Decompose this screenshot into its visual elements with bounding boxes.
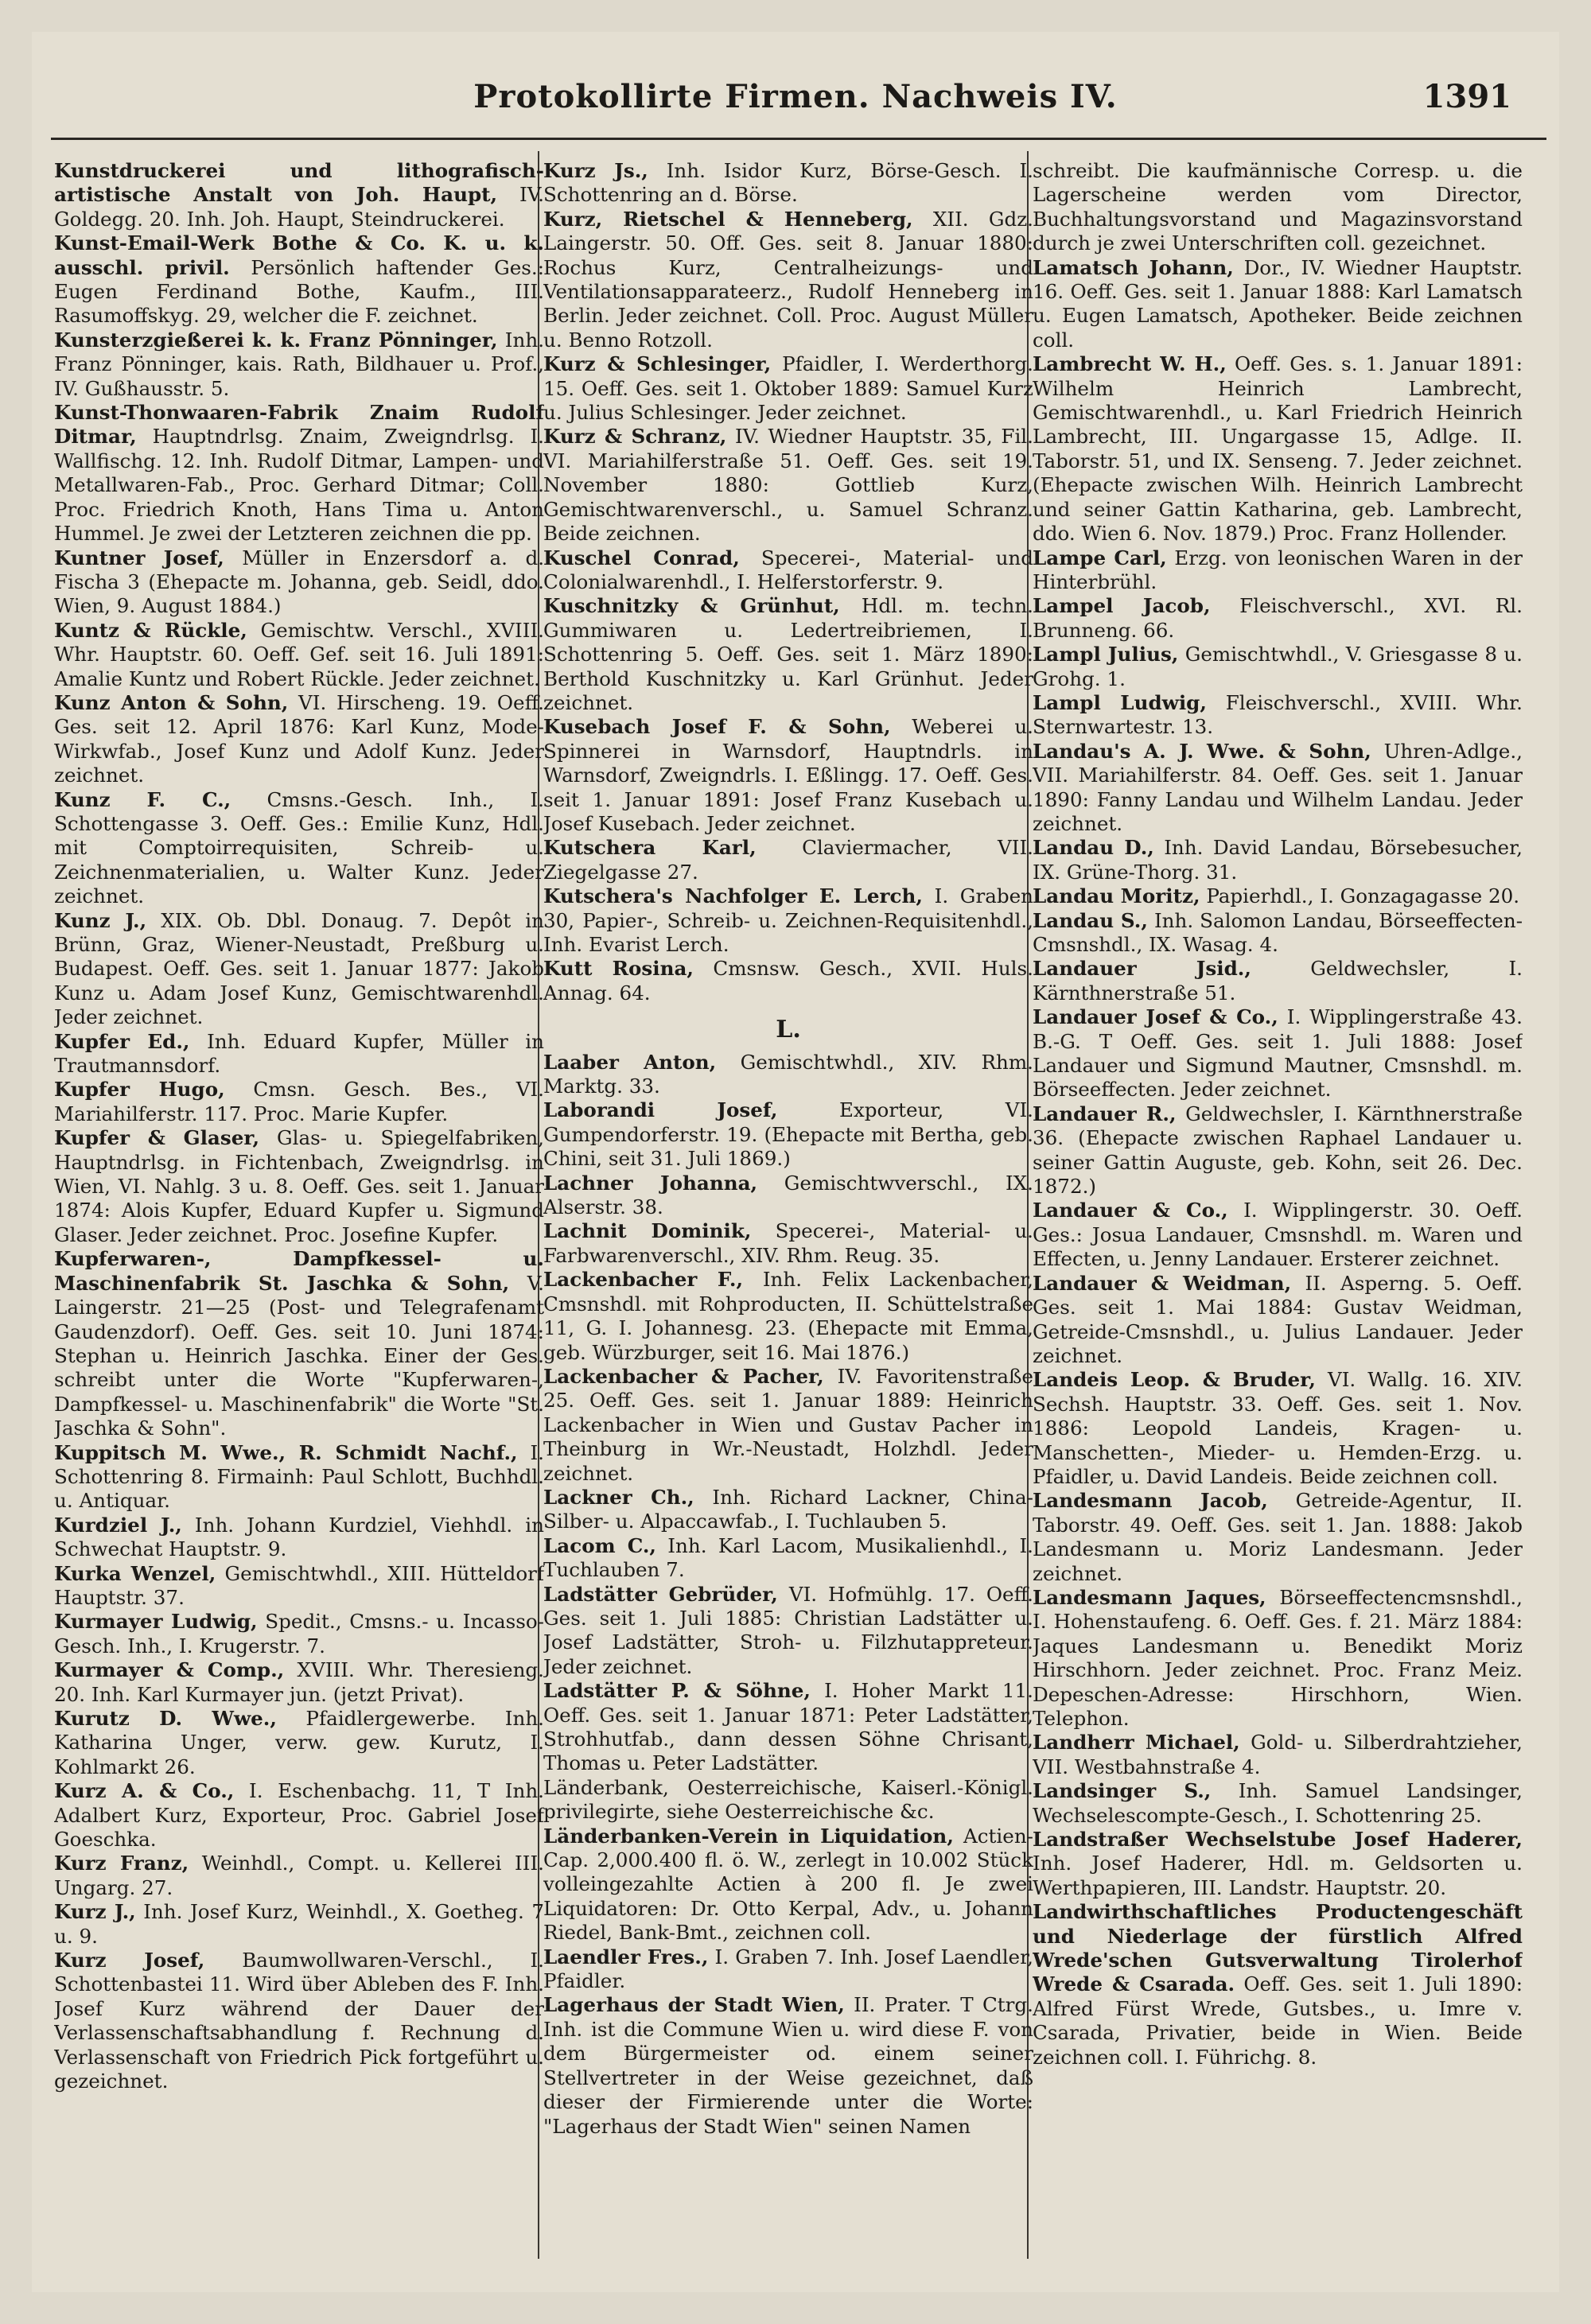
firm-name: Kurutz D. Wwe., <box>54 1707 277 1730</box>
firm-details: Uhren-Adlge., VII. Mariahilferstr. 84. Oeff. Ges. seit 1. Januar 1890: Fanny Landau und Wilhelm Landau. Jeder zeichnet. <box>1033 739 1523 835</box>
firm-details: Hdl. m. techn. Gummiwaren u. Ledertreibriemen, I. Schottenring 5. Oeff. Ges. seit 1. März 1890: Berthold Kuschnitzky u. Karl Grünhut. Jeder zeichnet. <box>543 594 1033 714</box>
directory-entry <box>543 1945 1033 1994</box>
firm-details: Weinhdl., Compt. u. Kellerei III. Ungarg. 27. <box>54 1852 544 1899</box>
firm-name: Kunstdruckerei und lithografisch-artistische Anstalt von Joh. Haupt, <box>54 159 544 207</box>
firm-name: Laborandi Josef, <box>543 1098 778 1122</box>
directory-entry <box>54 401 544 546</box>
firm-name: Kupfer Hugo, <box>54 1078 225 1102</box>
directory-entry <box>543 1776 1033 1825</box>
directory-entry <box>543 594 1033 715</box>
firm-name: Landauer R., <box>1033 1102 1177 1125</box>
firm-details: II. Asperng. 5. Oeff. Ges. seit 1. Mai 1884: Gustav Weidman, Getreide-Cmsnshdl., u. Julius Landauer. Jeder zeichnet. <box>1033 1271 1523 1367</box>
directory-entry <box>543 159 1033 208</box>
firm-details: Getreide-Agentur, II. Taborstr. 49. Oeff. Ges. seit 1. Jan. 1888: Jakob Landesmann u. Moriz Landesmann. Jeder zeichnet. <box>1033 1489 1523 1585</box>
firm-details: Baumwollwaren-Verschl., I. Schottenbastei 11. Wird über Ableben des F. Inh. Josef Kurz während der Dauer der Verlassenschaftsabhandlung f. Rechnung d. Verlassenschaft von Friedrich Pick fortgeführt u. gezeichnet. <box>54 1949 544 2093</box>
firm-details: Hauptndrlsg. Znaim, Zweigndrlsg. I. Wallfischg. 12. Inh. Rudolf Ditmar, Lampen- und Metallwaren-Fab., Proc. Gerhard Ditmar; Coll. Proc. Friedrich Knoth, Hans Tima u. Anton Hummel. Je zwei der Letzteren zeichnen die pp. <box>54 425 544 546</box>
firm-name: Landauer & Co., <box>1033 1199 1228 1222</box>
directory-entry <box>54 1779 544 1852</box>
firm-details: Oeff. Ges. seit 1. Juli 1890: Alfred Fürst Wrede, Gutsbes., u. Imre v. Csarada, Privatier, beide in Wien. Beide zeichnen coll. I. Führichg. 8. <box>1033 1972 1523 2069</box>
firm-name: Landau Moritz, <box>1033 884 1200 908</box>
firm-details: Müller in Enzersdorf a. d. Fischa 3 (Ehepacte m. Johanna, geb. Seidl, ddo. Wien, 9. August 1884.) <box>54 546 544 618</box>
firm-name: Landstraßer Wechselstube Josef Haderer, <box>1033 1828 1523 1852</box>
firm-details: Specerei-, Material- und Colonialwarenhdl., I. Helferstorferstr. 9. <box>543 546 1033 593</box>
directory-entry <box>543 715 1033 836</box>
directory-entry <box>1033 1102 1523 1199</box>
firm-name: Lackenbacher F., <box>543 1268 744 1292</box>
text-column-2 <box>543 159 1033 2259</box>
firm-details: Inh. Salomon Landau, Börseeffecten-Cmsnshdl., IX. Wasag. 4. <box>1033 908 1523 956</box>
directory-entry <box>543 1172 1033 1220</box>
firm-name: Kupfer & Glaser, <box>54 1126 260 1150</box>
firm-name: Kusebach Josef F. & Sohn, <box>543 715 891 739</box>
firm-name: Landauer Josef & Co., <box>1033 1005 1278 1029</box>
directory-entry <box>543 425 1033 546</box>
firm-name: Kurmayer Ludwig, <box>54 1610 258 1634</box>
firm-details: Inh. Franz Pönninger, kais. Rath, Bildhauer u. Prof., IV. Gußhausstr. 5. <box>54 328 544 400</box>
firm-name: Lacom C., <box>543 1533 656 1557</box>
directory-entry <box>543 208 1033 352</box>
firm-name: Kuntner Josef, <box>54 546 224 569</box>
firm-name: Lambrecht W. H., <box>1033 352 1227 376</box>
firm-name: Landesmann Jacob, <box>1033 1489 1268 1513</box>
firm-details: XVIII. Whr. Theresieng. 20. Inh. Karl Kurmayer jun. (jetzt Privat). <box>54 1658 544 1706</box>
section-letter: L. <box>776 1016 801 1044</box>
directory-entry <box>543 1583 1033 1680</box>
directory-entry <box>543 1268 1033 1365</box>
firm-name: Kurz, Rietschel & Henneberg, <box>543 207 913 231</box>
firm-details: I. Eschenbachg. 11, T Inh. Adalbert Kurz, Exporteur, Proc. Gabriel Josef Goeschka. <box>54 1779 544 1852</box>
firm-details: Inh. Samuel Landsinger, Wechselescompte-Gesch., I. Schottenring 25. <box>1033 1779 1523 1827</box>
firm-details: IV. Goldegg. 20. Inh. Joh. Haupt, Steindruckerei. <box>54 183 544 231</box>
firm-name: Kurdziel J., <box>54 1513 182 1537</box>
firm-details: VI. Wallg. 16. XIV. Sechsh. Hauptstr. 33. Oeff. Ges. seit 1. Nov. 1886: Leopold Landeis, Kragen- u. Manschetten-, Mieder- u. Hemden-Erzg. u. Pfaidler, u. David Landeis. Beide zeichnen coll. <box>1033 1368 1523 1488</box>
directory-entry <box>1033 352 1523 546</box>
directory-entry <box>1033 1489 1523 1586</box>
firm-details: Dor., IV. Wiedner Hauptstr. 16. Oeff. Ges. seit 1. Januar 1888: Karl Lamatsch u. Eugen Lamatsch, Apotheker. Beide zeichnen coll. <box>1033 255 1523 352</box>
firm-details: Spedit., Cmsns.- u. Incasso-Gesch. Inh., I. Krugerstr. 7. <box>54 1610 544 1658</box>
firm-details: Erzg. von leonischen Waren in der Hinterbrühl. <box>1033 546 1523 593</box>
firm-name: Ladstätter Gebrüder, <box>543 1582 778 1606</box>
firm-details: Pfaidlergewerbe. Inh. Katharina Unger, verw. gew. Kurutz, I. Kohlmarkt 26. <box>54 1707 544 1778</box>
directory-entry <box>543 1051 1033 1099</box>
directory-entry <box>54 1949 544 2093</box>
firm-details: Gemischtwhdl., V. Griesgasse 8 u. Grohg. 1. <box>1033 643 1523 690</box>
text-column-3 <box>1033 159 1523 2259</box>
firm-details: Fleischverschl., XVIII. Whr. Sternwartestr. 13. <box>1033 690 1523 739</box>
firm-name: Kurz J., <box>54 1900 136 1924</box>
firm-name: Kunz Anton & Sohn, <box>54 690 289 714</box>
firm-name: Kurmayer & Comp., <box>54 1658 285 1682</box>
firm-name: Kutschera Karl, <box>543 836 757 860</box>
directory-entry <box>54 1562 544 1611</box>
firm-details: VI. Hofmühlg. 17. Oeff. Ges. seit 1. Juli 1885: Christian Ladstätter u. Josef Ladstätter, Stroh- u. Filzhutappreteur. Jeder zeichnet. <box>543 1582 1033 1678</box>
directory-entry <box>54 1707 544 1779</box>
text-column-1 <box>54 159 544 2259</box>
directory-entry <box>543 1098 1033 1171</box>
directory-entry <box>54 909 544 1030</box>
firm-details: Papierhdl., I. Gonzagagasse 20. <box>1206 884 1520 908</box>
directory-entry <box>1033 691 1523 740</box>
directory-entry <box>543 546 1033 595</box>
firm-name: Lackenbacher & Pacher, <box>543 1364 824 1388</box>
firm-name: Kuppitsch M. Wwe., R. Schmidt Nachf., <box>54 1440 518 1464</box>
directory-entry <box>1033 159 1523 256</box>
firm-details: Inh. Isidor Kurz, Börse-Gesch. I. Schottenring an d. Börse. <box>543 159 1033 207</box>
firm-name: Lamatsch Johann, <box>1033 255 1234 279</box>
firm-name: Länderbanken-Verein in Liquidation, <box>543 1824 954 1848</box>
firm-details: I. Wipplingerstraße 43. B.-G. T Oeff. Ges. seit 1. Juli 1888: Josef Landauer und Sigmund Mautner, Cmsnshdl. m. Börseeffecten. Jeder zeichnet. <box>1033 1005 1523 1102</box>
firm-details: Claviermacher, VII. Ziegelgasse 27. <box>543 836 1033 884</box>
firm-name: Lampl Ludwig, <box>1033 690 1207 714</box>
firm-details: Cmsns.-Gesch. Inh., I. Schottengasse 3. Oeff. Ges.: Emilie Kunz, Hdl. mit Comptoirrequisiten, Schreib- u. Zeichnenmaterialien, u. Walter Kunz. Jeder zeichnet. <box>54 787 544 908</box>
firm-name: Landherr Michael, <box>1033 1731 1240 1755</box>
firm-details: Gold- u. Silberdrahtzieher, VII. Westbahnstraße 4. <box>1033 1731 1523 1778</box>
firm-name: Kutschera's Nachfolger E. Lerch, <box>543 884 923 908</box>
directory-entry <box>54 1852 544 1900</box>
firm-details: I. Schottenring 8. Firmainh: Paul Schlott, Buchhdl. u. Antiquar. <box>54 1440 544 1513</box>
directory-entry <box>1033 594 1523 643</box>
firm-name: Laaber Anton, <box>543 1050 717 1074</box>
firm-details: I. Wipplingerstr. 30. Oeff. Ges.: Josua Landauer, Cmsnshdl. m. Waren und Effecten, u. Jenny Landauer. Ersterer zeichnet. <box>1033 1199 1523 1271</box>
directory-entry <box>1033 1586 1523 1731</box>
firm-details: Actien-Cap. 2,000.400 fl. ö. W., zerlegt in 10.002 Stück vollеingezahlte Actien à 200 fl. Je zwei Liquidatoren: Dr. Otto Kerpal, Adv., u. Johann Riedel, Bank-Bmt., zeichnen coll. <box>543 1824 1033 1945</box>
directory-entry <box>1033 1272 1523 1369</box>
firm-details: IV. Favoritenstraße 25. Oeff. Ges. seit 1. Januar 1889: Heinrich Lackenbacher in Wien und Gustav Pacher in Theinburg in Wr.-Neustadt, Holzhdl. Jeder zeichnet. <box>543 1364 1033 1485</box>
directory-entry <box>54 1247 544 1440</box>
directory-entry <box>543 1679 1033 1776</box>
firm-details: Gemischtwverschl., IX. Alserstr. 38. <box>543 1171 1033 1219</box>
firm-details: Inh. Richard Lackner, China-Silber- u. Alpaccawfab., I. Tuchlauben 5. <box>543 1485 1033 1533</box>
firm-details: Exporteur, VI. Gumpendorferstr. 19. (Ehepacte mit Bertha, geb. Chini, seit 31. Juli 1869.) <box>543 1098 1033 1171</box>
directory-entry <box>54 328 544 401</box>
directory-entry <box>1033 546 1523 595</box>
firm-details: I. Graben 30, Papier-, Schreib- u. Zeichnen-Requisitenhdl., Inh. Evarist Lerch. <box>543 884 1033 956</box>
directory-entry <box>543 1534 1033 1583</box>
firm-details: Glas- u. Spiegelfabriken, Hauptndrlsg. in Fichtenbach, Zweigndrlsg. in Wien, VI. Nahlg. 3 u. 8. Oeff. Ges. seit 1. Januar 1874: Alois Kupfer, Eduard Kupfer u. Sigmund Glaser. Jeder zeichnet. Proc. Josefine Kupfer. <box>54 1126 544 1246</box>
directory-entry <box>543 1365 1033 1486</box>
directory-entry <box>1033 1779 1523 1828</box>
directory-entry <box>543 1993 1033 2138</box>
firm-details: schreibt. Die kaufmännische Corresp. u. die Lagerscheine werden vom Director, Buchhaltungsvorstand und Magazinsvorstand durch je zwei Unterschriften coll. gezeichnet. <box>1033 159 1523 255</box>
directory-entry <box>1033 1368 1523 1489</box>
directory-entry <box>1033 884 1523 908</box>
firm-name: Kunz F. C., <box>54 787 231 811</box>
firm-name: Landsinger S., <box>1033 1779 1212 1803</box>
directory-entry <box>1033 740 1523 837</box>
firm-name: Lachnit Dominik, <box>543 1219 752 1243</box>
directory-entry <box>1033 1199 1523 1271</box>
directory-entry <box>543 836 1033 884</box>
directory-entry <box>54 1658 544 1707</box>
firm-name: Kunsterzgießerei k. k. Franz Pönninger, <box>54 328 498 352</box>
directory-entry <box>54 1030 544 1078</box>
firm-name: Lampe Carl, <box>1033 546 1167 569</box>
directory-entry <box>54 546 544 619</box>
firm-name: Kuschnitzky & Grünhut, <box>543 594 840 618</box>
directory-entry <box>54 788 544 909</box>
directory-entry <box>1033 643 1523 691</box>
firm-name: Kunst-Email-Werk Bothe & Co. K. u. k. ausschl. privil. <box>54 231 544 279</box>
firm-name: Kurz Js., <box>543 159 648 182</box>
header-rule <box>51 138 1546 140</box>
directory-entry <box>54 1610 544 1658</box>
directory-entry <box>54 1126 544 1247</box>
firm-details: XII. Gdz. Laingerstr. 50. Off. Ges. seit 8. Januar 1880: Rochus Kurz, Centralheizungs- und Ventilationsapparateerz., Rudolf Henneberg in Berlin. Jeder zeichnet. Coll. Proc. August Müller u. Benno Rotzoll. <box>543 207 1033 352</box>
firm-details: Oeff. Ges. s. 1. Januar 1891: Wilhelm Heinrich Lambrecht, Gemischtwarenhdl., u. Karl Friedrich Heinrich Lambrecht, III. Ungargasse 15, Adlge. II. Taborstr. 51, und IX. Senseng. 7. Jeder zeichnet. (Ehepacte zwischen Wilh. Heinrich Lambrecht und seiner Gattin Katharina, geb. Lambrecht, ddo. Wien 6. Nov. 1879.) Proc. Franz Hollender. <box>1033 352 1523 546</box>
firm-details: Pfaidler, I. Werderthorg. 15. Oeff. Ges. seit 1. Oktober 1889: Samuel Kurz u. Julius Schlesinger. Jeder zeichnet. <box>543 352 1033 425</box>
firm-name: Laendler Fres., <box>543 1945 709 1968</box>
firm-details: IV. Wiedner Hauptstr. 35, Fil. VI. Mariahilferstraße 51. Oeff. Ges. seit 19. November 1880: Gottlieb Kurz, Gemischtwarenverschl., u. Samuel Schranz. Beide zeichnen. <box>543 425 1033 546</box>
firm-details: I. Hoher Markt 11. Oeff. Ges. seit 1. Januar 1871: Peter Ladstätter, Strohhutfab., dann dessen Söhne Chrisant, Thomas u. Peter Ladstätter. <box>543 1679 1033 1775</box>
page-header <box>32 78 1559 134</box>
document-page <box>32 32 1559 2292</box>
firm-name: Kurz A. & Co., <box>54 1779 235 1803</box>
firm-name: Kunst-Thonwaaren-Fabrik Znaim Rudolf Ditmar, <box>54 401 544 449</box>
firm-details: Fleischverschl., XVI. Rl. Brunneng. 66. <box>1033 594 1523 642</box>
firm-details: Gemischtwhdl., XIV. Rhm. Marktg. 33. <box>543 1050 1033 1098</box>
firm-details: Länderbank, Oesterreichische, Kaiserl.-Königl. privilegirte, siehe Oesterreichische &c. <box>543 1775 1033 1824</box>
firm-name: Lagerhaus der Stadt Wien, <box>543 1993 845 2017</box>
firm-details: Gemischtw. Verschl., XVIII. Whr. Hauptstr. 60. Oeff. Gef. seit 16. Juli 1891: Amalie Kuntz und Robert Rückle. Jeder zeichnet. <box>54 618 544 690</box>
directory-entry <box>543 1825 1033 1945</box>
page-number: 1391 <box>1422 78 1511 115</box>
directory-entry <box>54 691 544 788</box>
firm-details: Gemischtwhdl., XIII. Hütteldorf Hauptstr. 37. <box>54 1561 544 1609</box>
firm-name: Kutt Rosina, <box>543 957 694 981</box>
firm-details: I. Graben 7. Inh. Josef Laendler, Pfaidler. <box>543 1945 1033 1993</box>
directory-entry <box>54 1900 544 1949</box>
directory-entry <box>54 1514 544 1562</box>
directory-entry <box>1033 957 1523 1005</box>
firm-name: Landau S., <box>1033 908 1148 932</box>
firm-name: Lackner Ch., <box>543 1485 694 1509</box>
firm-details: Inh. Karl Lacom, Musikalienhdl., I. Tuchlauben 7. <box>543 1533 1033 1582</box>
firm-details: Inh. Johann Kurdziel, Viehhdl. in Schwechat Hauptstr. 9. <box>54 1513 544 1561</box>
directory-entry <box>54 231 544 328</box>
directory-entry <box>1033 836 1523 884</box>
directory-entry <box>54 619 544 691</box>
firm-details: Börseeffectencmsnshdl., I. Hohenstaufeng. 6. Oeff. Ges. f. 21. März 1884: Jaques Landesmann u. Benedikt Moriz Hirschhorn. Jeder zeichnet. Proc. Franz Meiz. Depeschen-Adresse: Hirschhorn, Wien. Telephon. <box>1033 1585 1523 1730</box>
firm-details: VI. Hirscheng. 19. Oeff. Ges. seit 12. April 1876: Karl Kunz, Mode-Wirkwfab., Josef Kunz und Adolf Kunz. Jeder zeichnet. <box>54 690 544 787</box>
firm-name: Landauer & Weidman, <box>1033 1271 1292 1295</box>
firm-details: Inh. Josef Haderer, Hdl. m. Geldsorten u. Werthpapieren, III. Landstr. Hauptstr. 20. <box>1033 1852 1523 1899</box>
firm-name: Landau's A. J. Wwe. & Sohn, <box>1033 739 1371 763</box>
firm-details: V. Laingerstr. 21—25 (Post- und Telegrafenamt Gaudenzdorf). Oeff. Ges. seit 10. Juni 1874: Stephan u. Heinrich Jaschka. Einer der Ges. schreibt unter die Worte "Kupferwaren-, Dampfkessel- u. Maschinenfabrik" die Worte "St. Jaschka & Sohn". <box>54 1271 544 1440</box>
directory-entry <box>543 1486 1033 1534</box>
firm-details: Geldwechsler, I. Kärnthnerstraße 51. <box>1033 957 1523 1005</box>
directory-entry <box>543 352 1033 425</box>
directory-entry <box>54 1441 544 1514</box>
directory-entry <box>1033 1005 1523 1102</box>
firm-name: Kurz & Schranz, <box>543 425 727 449</box>
firm-name: Lampel Jacob, <box>1033 594 1211 618</box>
firm-details: Persönlich haftender Ges.: Eugen Ferdinand Bothe, Kaufm., III. Rasumoffskyg. 29, welcher die F. zeichnet. <box>54 255 544 328</box>
firm-details: Geldwechsler, I. Kärnthnerstraße 36. (Ehepacte zwischen Raphael Landauer u. seiner Gattin Auguste, geb. Kohn, seit 26. Dec. 1872.) <box>1033 1102 1523 1199</box>
directory-entry <box>54 1078 544 1126</box>
directory-entry <box>543 884 1033 957</box>
firm-name: Landau D., <box>1033 836 1154 860</box>
directory-entry <box>1033 1828 1523 1900</box>
firm-name: Landwirthschaftliches Productengeschäft und Niederlage der fürstlich Alfred Wrede'schen Gutsverwaltung Tirolerhof Wrede & Csarada. <box>1033 1900 1523 1996</box>
directory-entry <box>543 1219 1033 1268</box>
firm-name: Kurz Franz, <box>54 1852 189 1875</box>
firm-name: Landesmann Jaques, <box>1033 1585 1266 1609</box>
firm-name: Landeis Leop. & Bruder, <box>1033 1368 1316 1392</box>
firm-name: Kupferwaren-, Dampfkessel- u. Maschinenfabrik St. Jaschka & Sohn, <box>54 1247 544 1295</box>
firm-name: Kuntz & Rückle, <box>54 618 247 642</box>
firm-details: Inh. Felix Lackenbacher, Cmsnshdl. mit Rohproducten, II. Schüttelstraße 11, G. I. Johannesg. 23. (Ehepacte mit Emma, geb. Würzburger, seit 16. Mai 1876.) <box>543 1268 1033 1364</box>
firm-name: Ladstätter P. & Söhne, <box>543 1679 811 1703</box>
firm-name: Kurz & Schlesinger, <box>543 352 772 376</box>
directory-entry <box>1033 1900 1523 2069</box>
firm-name: Kunz J., <box>54 908 147 932</box>
directory-entry <box>1033 256 1523 353</box>
firm-name: Kuschel Conrad, <box>543 546 740 569</box>
firm-details: Inh. Josef Kurz, Weinhdl., X. Goetheg. 7 u. 9. <box>54 1900 544 1948</box>
firm-name: Lampl Julius, <box>1033 643 1179 666</box>
firm-name: Kurka Wenzel, <box>54 1561 216 1585</box>
firm-details: Specerei-, Material- u. Farbwarenverschl., XIV. Rhm. Reug. 35. <box>543 1219 1033 1267</box>
directory-entry <box>1033 909 1523 958</box>
directory-entry <box>543 957 1033 1005</box>
directory-entry <box>1033 1731 1523 1779</box>
firm-details: Inh. Eduard Kupfer, Müller in Trautmannsdorf. <box>54 1029 544 1078</box>
firm-name: Kupfer Ed., <box>54 1029 190 1053</box>
firm-details: Cmsn. Gesch. Bes., VI. Mariahilferstr. 117. Proc. Marie Kupfer. <box>54 1078 544 1125</box>
firm-details: Weberei u. Spinnerei in Warnsdorf, Hauptndrls. in Warnsdorf, Zweigndrls. I. Eßlingg. 17. Oeff. Ges. seit 1. Januar 1891: Josef Franz Kusebach u. Josef Kusebach. Jeder zeichnet. <box>543 715 1033 835</box>
firm-name: Kurz Josef, <box>54 1949 205 1972</box>
firm-details: II. Prater. T Ctrg. Inh. ist die Commune Wien u. wird diese F. von dem Bürgermeister od. einem seiner Stellvertreter in der Weise gezeichnet, daß dieser der Firmierende unter die Worte: "Lagerhaus der Stadt Wien" seinen Namen <box>543 1993 1033 2138</box>
firm-details: Cmsnsw. Gesch., XVII. Huls. Annag. 64. <box>543 957 1033 1005</box>
page-title: Protokollirte Firmen. Nachweis IV. <box>473 78 1118 115</box>
firm-name: Lachner Johanna, <box>543 1171 758 1195</box>
firm-name: Landauer Jsid., <box>1033 957 1251 981</box>
firm-details: XIX. Ob. Dbl. Donaug. 7. Depôt in Brünn, Graz, Wiener-Neustadt, Preßburg u. Budapest. Oeff. Ges. seit 1. Januar 1877: Jakob Kunz u. Adam Josef Kunz, Gemischtwarenhdl. Jeder zeichnet. <box>54 908 544 1029</box>
firm-details: Inh. David Landau, Börsebesucher, IX. Grüne-Thorg. 31. <box>1033 836 1523 884</box>
directory-entry <box>54 159 544 231</box>
